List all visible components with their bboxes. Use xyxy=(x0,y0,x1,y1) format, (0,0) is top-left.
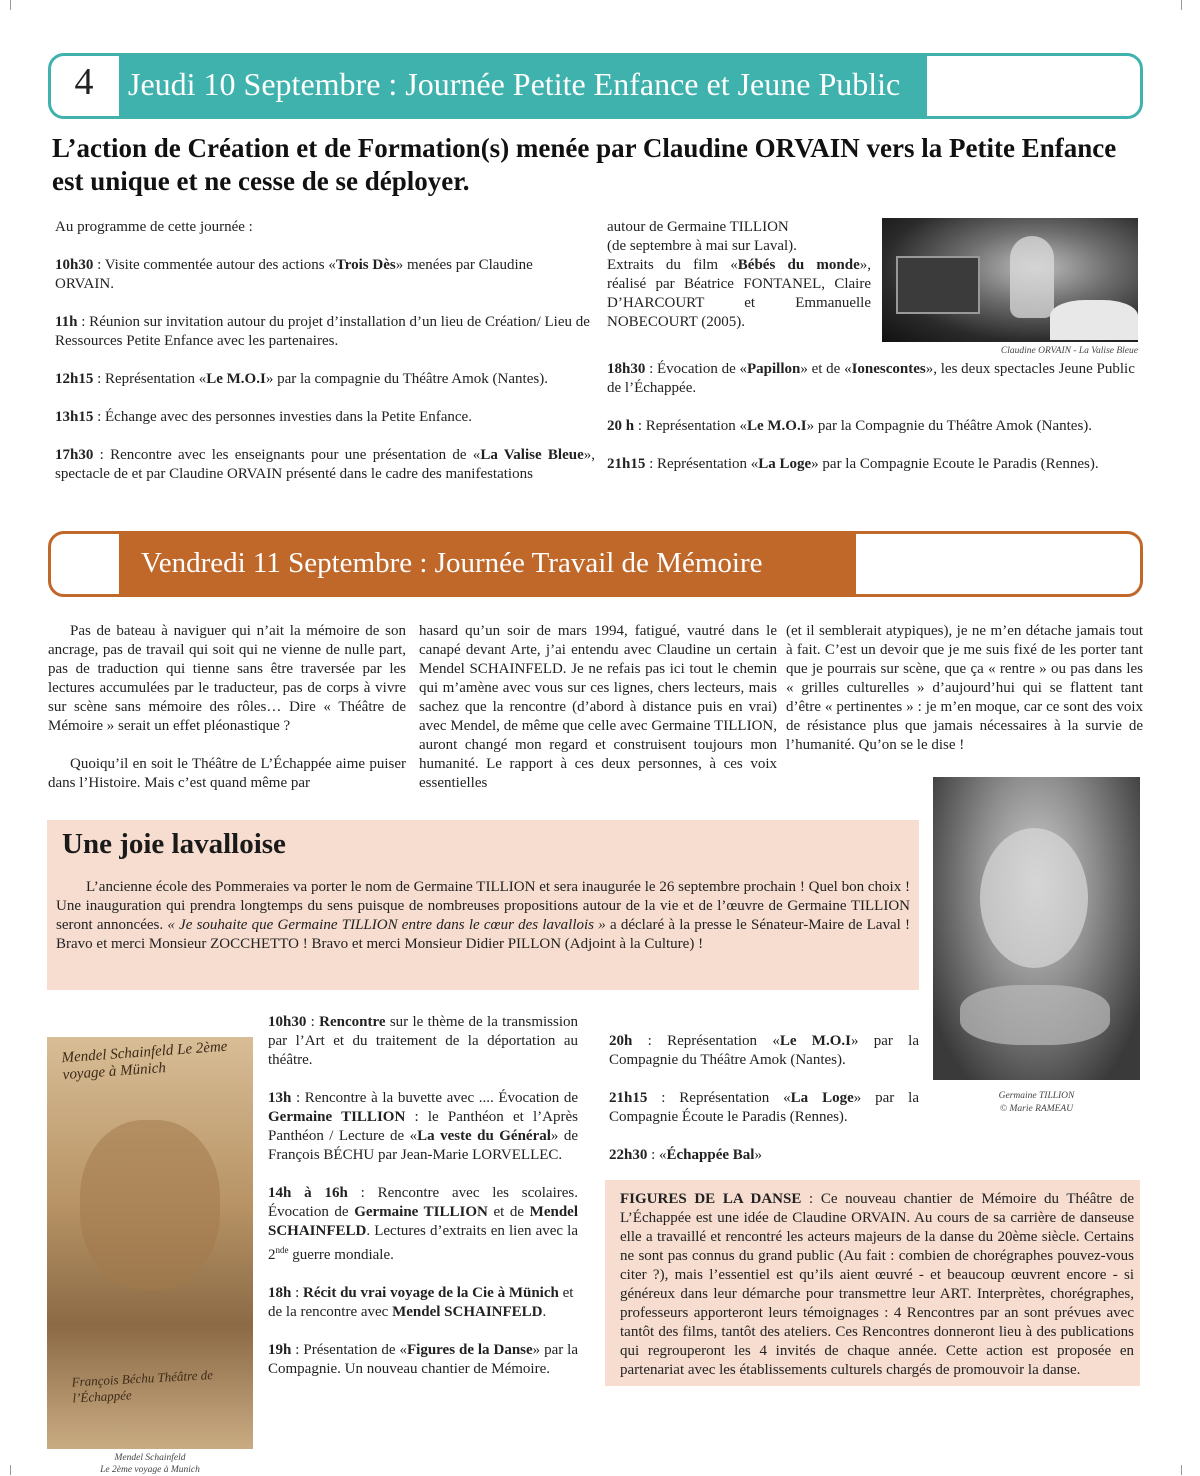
photo-cloth xyxy=(1050,300,1138,340)
program-item: 20h : Représentation «Le M.O.I» par la Compagnie du Théâtre Amok (Nantes). xyxy=(609,1033,919,1068)
photo-hands xyxy=(960,985,1110,1045)
text-line: (de septembre à mai sur Laval). xyxy=(607,238,797,254)
program-item: 20 h : Représentation «Le M.O.I» par la Compagnie du Théâtre Amok (Nantes). xyxy=(607,418,1093,434)
joie-text: L’ancienne école des Pommeraies va porter le nom de Germaine TILLION et sera inaugurée le 26 septembre prochain ! Quel bon choix ! Une inauguration qui prendra longtemps du sens puisque de nombreuses propositions autour de la vie et de l’œuvre de Germaine TILLION seront annoncées. « Je souhaite que Germaine TILLION entre dans le cœur des lavallois » a déclaré à la presse le Sénateur-Maire de Laval ! Bravo et merci Monsieur ZOCCHETTO ! Bravo et merci Monsieur Didier PILLON (Adjoint à la Culture) ! xyxy=(56,879,910,952)
crop-mark xyxy=(0,1465,11,1475)
program-item: 21h15 : Représentation «La Loge» par la Compagnie Écoute le Paradis (Rennes). xyxy=(609,1090,919,1125)
mendel-caption: Mendel Schainfeld Le 2ème voyage à Munich xyxy=(100,1453,200,1475)
paragraph: Pas de bateau à naviguer qui n’ait la mémoire de son ancrage, pas de travail qui soit qui ne vienne de nulle part, pas de traduction qui tienne sans être traversée par les lectures accumulées par le traducteur, pas de corps à vivre sur scène sans mémoire des rôles… Dire « Théâtre de Mémoire » serait un effet pléonastique ? xyxy=(48,623,406,734)
text-line: Extraits du film «Bébés du monde», réalisé par Béatrice FONTANEL, Claire D’HARCOURT et Emmanuelle NOBECOURT (2005). xyxy=(607,257,871,330)
program-item: 13h15 : Échange avec des personnes investies dans la Petite Enfance. xyxy=(55,409,472,425)
program-item: 13h : Rencontre à la buvette avec .... Évocation de Germaine TILLION : le Panthéon et l’Après Panthéon / Lecture de «La veste du Général» de François BÉCHU par Jean-Marie LORVELLEC. xyxy=(268,1090,578,1163)
photo-handwriting: François Béchu Théâtre de l’Échappée xyxy=(71,1367,214,1406)
program-item: 10h30 : Visite commentée autour des actions «Trois Dès» menées par Claudine ORVAIN. xyxy=(55,257,533,292)
program-item: 17h30 : Rencontre avec les enseignants pour une présentation de «La Valise Bleue», spectacle de et par Claudine ORVAIN présenté dans le cadre des manifestations xyxy=(55,447,595,482)
crop-mark xyxy=(1181,0,1192,10)
section1-right-column xyxy=(607,360,1147,474)
photo-face xyxy=(80,1120,220,1290)
text-line: autour de Germaine TILLION xyxy=(607,219,789,235)
section1-lead: L’action de Création et de Formation(s) menée par Claudine ORVAIN vers la Petite Enfance est unique et ne cesse de se déployer. xyxy=(52,133,1117,196)
section2-program-left xyxy=(268,1013,578,1379)
section2-title: Vendredi 11 Septembre : Journée Travail de Mémoire xyxy=(141,547,763,579)
photo-suitcase xyxy=(896,256,980,314)
photo-caption: Claudine ORVAIN - La Valise Bleue xyxy=(1000,346,1138,356)
program-item: 14h à 16h : Rencontre avec les scolaires. Évocation de Germaine TILLION et de Mendel SCHAINFELD. Lectures d’extraits en lien avec la 2nde guerre mondiale. xyxy=(268,1185,578,1263)
program-item: 21h15 : Représentation «La Loge» par la Compagnie Ecoute le Paradis (Rennes). xyxy=(607,456,1099,472)
section2-column-3: (et il semblerait atypiques), je ne m’en détache jamais tout à fait. C’est un devoir que je me suis fixé de les porter tant que je pourrais sur scène, que ça « rentre » ou pas dans les « grilles culturelles » d’aujourd’hui qui se flattent tant d’être « pertinentes » : je m’en moque, car ce sont des voix de résistance plus que jamais nécessaires à la survie de l’humanité. Qu’on se le dise ! xyxy=(786,623,1143,753)
program-item: 18h30 : Évocation de «Papillon» et de «Ionescontes», les deux spectacles Jeune Public de l’Échappée. xyxy=(607,361,1135,396)
crop-mark xyxy=(1181,1465,1192,1475)
figures-text: FIGURES DE LA DANSE : Ce nouveau chantier de Mémoire du Théâtre de L’Échappée est une idée de Claudine ORVAIN. Au cours de sa carrière de danseuse elle a travaillé et rencontré les acteurs majeurs de la danse du 20ème siècle. Certains ne sont pas connus du grand public (Au fait : combien de chorégraphes pouvez-vous citer ?), mais l’essentiel est qu’ils aient œuvré - et beaucoup œuvrent encore - si généreux dans leur démarche pour transmettre leur ART. Interprètes, chorégraphes, professeurs apporteront leurs témoignages : 4 Rencontres par an sont prévues avec tantôt des films, tantôt des ateliers. Ces Rencontres donneront lieu à des publications qui regrouperont les 4 invités de chaque année. Cette action est proposée en partenariat avec les établissements culturels chargés de promouvoir la danse. xyxy=(620,1191,1135,1378)
section2-column-2: hasard qu’un soir de mars 1994, fatigué, vautré dans le canapé devant Arte, j’ai entendu avec Claudine un certain Mendel SCHAINFELD. Je ne refais pas ici tout le chemin qui m’amène avec vous sur ces lignes, chers lecteurs, mais sachez que la rencontre (d’abord à distance puis en vrai) avec Mendel, de même que celle avec Germaine TILLION, auront changé mon regard et construisent toujours mon humanité. Le rapport à ces deux personnes, à ces voix essentielles xyxy=(419,623,777,791)
section1-left-column xyxy=(55,218,595,484)
program-item: 19h : Présentation de «Figures de la Danse» par la Compagnie. Un nouveau chantier de Mémoire. xyxy=(268,1342,578,1377)
joie-title: Une joie lavalloise xyxy=(62,828,286,860)
program-item: 22h30 : «Échappée Bal» xyxy=(609,1147,762,1163)
program-item: 12h15 : Représentation «Le M.O.I» par la compagnie du Théâtre Amok (Nantes). xyxy=(55,371,548,387)
section2-program-right xyxy=(609,1032,919,1165)
section1-title: Jeudi 10 Septembre : Journée Petite Enfance et Jeune Public xyxy=(128,66,901,102)
program-item: 10h30 : Rencontre sur le thème de la transmission par l’Art et du traitement de la déportation au théâtre. xyxy=(268,1014,578,1068)
photo-figure xyxy=(1010,236,1054,318)
photo-handwriting: Mendel Schainfeld Le 2ème voyage à Münich xyxy=(61,1038,228,1084)
program-item: 18h : Récit du vrai voyage de la Cie à Münich et de la rencontre avec Mendel SCHAINFELD. xyxy=(268,1285,574,1320)
photo-face xyxy=(980,828,1088,968)
page-number: 4 xyxy=(74,61,94,103)
section1-right-top xyxy=(607,218,871,332)
section2-column-1 xyxy=(48,622,406,793)
paragraph: Quoiqu’il en soit le Théâtre de L’Échappée aime puiser dans l’Histoire. Mais c’est quand même par xyxy=(48,756,406,791)
program-intro: Au programme de cette journée : xyxy=(55,219,253,235)
germaine-caption: Germaine TILLION © Marie RAMEAU xyxy=(998,1091,1075,1114)
crop-mark xyxy=(0,0,11,10)
program-item: 11h : Réunion sur invitation autour du projet d’installation d’un lieu de Création/ Lieu de Ressources Petite Enfance avec les partenaires. xyxy=(55,314,590,349)
